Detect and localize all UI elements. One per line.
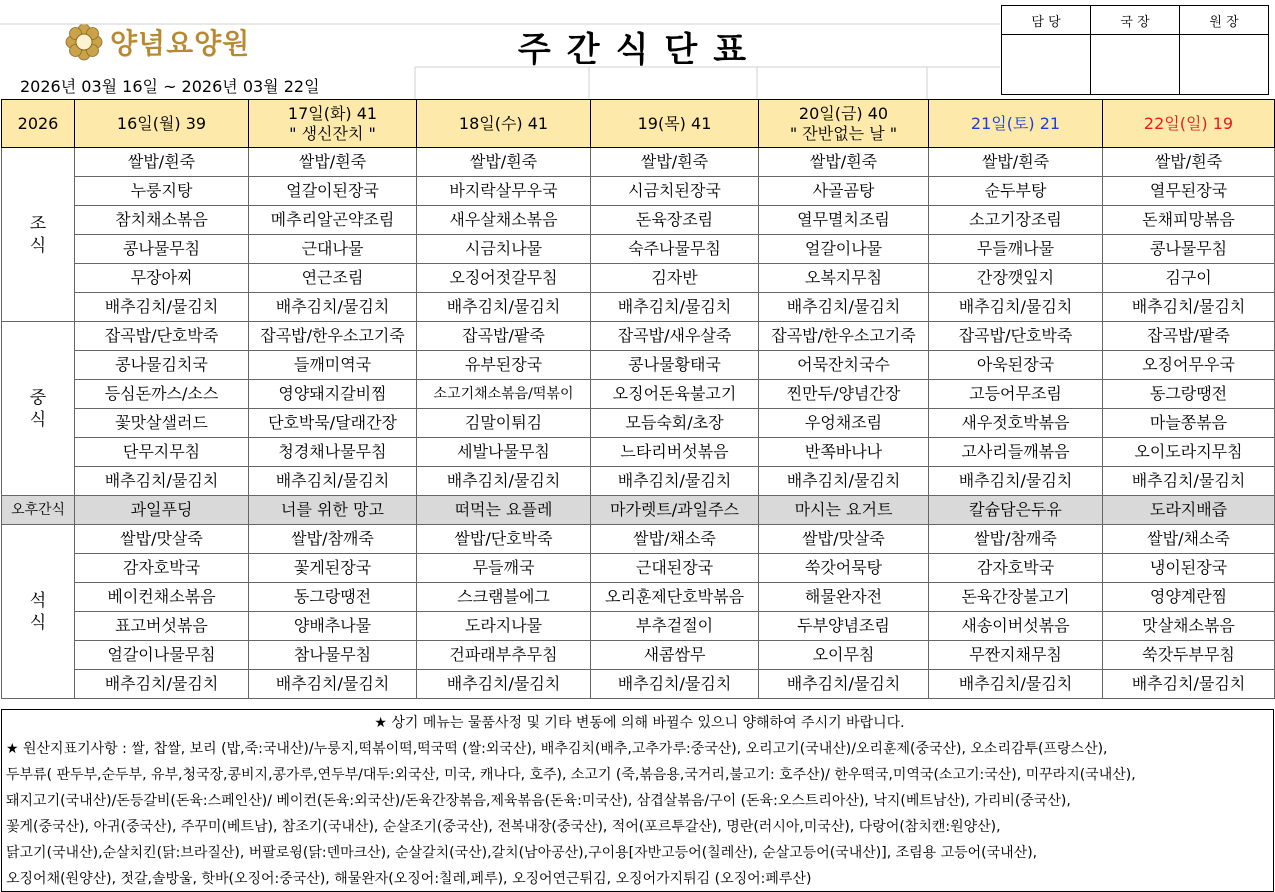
menu-item: 돈육장조림	[591, 206, 759, 235]
menu-item: 쌀밥/흰죽	[417, 148, 591, 177]
menu-item: 새우살채소볶음	[417, 206, 591, 235]
day-header	[417, 100, 591, 148]
menu-item: 반쪽바나나	[759, 438, 929, 467]
menu-item: 근대된장국	[591, 554, 759, 583]
menu-item: 열무된장국	[1103, 177, 1275, 206]
snack-item: 도라지배즙	[1103, 496, 1275, 525]
menu-item: 쌀밥/채소죽	[591, 525, 759, 554]
menu-item: 시금치나물	[417, 235, 591, 264]
menu-item: 얼갈이나물무침	[75, 641, 249, 670]
menu-item: 쌀밥/흰죽	[249, 148, 417, 177]
menu-item: 해물완자전	[759, 583, 929, 612]
meal-label-char: 중	[29, 387, 47, 408]
menu-item: 무들깨나물	[929, 235, 1103, 264]
menu-item: 배추김치/물김치	[759, 670, 929, 699]
menu-item: 배추김치/물김치	[249, 670, 417, 699]
menu-item: 오징어돈육불고기	[591, 380, 759, 409]
day-event: " 생신잔치 "	[289, 123, 376, 143]
breakfast-row	[2, 177, 1275, 206]
origin-line: ★ 원산지표기사항 : 쌀, 찹쌀, 보리 (밥,죽:국내산)/누룽지,떡볶이떡,떡국떡 (쌀:외국산), 배추김치(배추,고추가루:중국산), 오리고기(국내산)/오리훈제(중국산), 오소리감투(프랑스산),	[6, 741, 1108, 757]
menu-item: 배추김치/물김치	[929, 670, 1103, 699]
menu-item: 잡곡밥/팥죽	[417, 322, 591, 351]
menu-item: 쑥갓두부무침	[1103, 641, 1275, 670]
day-header	[929, 100, 1103, 148]
day-header	[591, 100, 759, 148]
lunch-row	[2, 322, 1275, 351]
menu-item: 쌀밥/맛살죽	[75, 525, 249, 554]
menu-item: 쌀밥/참깨죽	[929, 525, 1103, 554]
menu-item: 영양계란찜	[1103, 583, 1275, 612]
menu-item: 꽃맛살샐러드	[75, 409, 249, 438]
breakfast-label	[2, 148, 75, 322]
menu-item: 배추김치/물김치	[591, 670, 759, 699]
origin-line: 두부류( 판두부,순두부, 유부,청국장,콩비지,콩가루,연두부/대두:외국산, 미국, 캐나다, 호주), 소고기 (죽,볶음용,국거리,불고기: 호주산)/ 한우떡국,미역국(소고기:국산), 미꾸라지(국내산),	[6, 767, 1136, 783]
approval-sign-box[interactable]	[1002, 35, 1091, 95]
menu-item: 쌀밥/맛살죽	[759, 525, 929, 554]
menu-item: 배추김치/물김치	[1103, 670, 1275, 699]
menu-item: 쑥갓어묵탕	[759, 554, 929, 583]
menu-item: 참치채소볶음	[75, 206, 249, 235]
menu-item: 잡곡밥/한우소고기죽	[249, 322, 417, 351]
menu-item: 감자호박국	[75, 554, 249, 583]
day-header-row	[2, 100, 1275, 148]
dinner-label	[2, 525, 75, 699]
snack-item: 과일푸딩	[75, 496, 249, 525]
menu-item: 배추김치/물김치	[591, 467, 759, 496]
menu-item: 참나물무침	[249, 641, 417, 670]
snack-label: 오후간식	[2, 496, 75, 525]
menu-item: 순두부탕	[929, 177, 1103, 206]
menu-item: 오징어젓갈무침	[417, 264, 591, 293]
menu-item: 느타리버섯볶음	[591, 438, 759, 467]
menu-item: 쌀밥/흰죽	[75, 148, 249, 177]
lunch-row	[2, 351, 1275, 380]
menu-item: 연근조림	[249, 264, 417, 293]
menu-item: 스크램블에그	[417, 583, 591, 612]
lunch-row	[2, 467, 1275, 496]
notice-line: ★ 상기 메뉴는 물품사정 및 기타 변동에 의해 바뀔수 있으니 양해하여 주시기 바랍니다.	[374, 715, 905, 731]
snack-item: 떠먹는 요플레	[417, 496, 591, 525]
menu-item: 배추김치/물김치	[759, 467, 929, 496]
menu-item: 오이무침	[759, 641, 929, 670]
menu-item: 무들깨국	[417, 554, 591, 583]
menu-item: 오징어무우국	[1103, 351, 1275, 380]
dinner-row	[2, 554, 1275, 583]
menu-item: 배추김치/물김치	[1103, 293, 1275, 322]
menu-item: 부추겉절이	[591, 612, 759, 641]
lunch-label	[2, 322, 75, 496]
day-header	[1103, 100, 1275, 148]
weekly-menu-table	[1, 99, 1275, 699]
breakfast-row	[2, 148, 1275, 177]
menu-item: 찐만두/양념간장	[759, 380, 929, 409]
snack-item: 마가렛트/과일주스	[591, 496, 759, 525]
menu-item: 배추김치/물김치	[75, 293, 249, 322]
menu-item: 콩나물무침	[1103, 235, 1275, 264]
menu-item: 새콤쌈무	[591, 641, 759, 670]
menu-item: 콩나물무침	[75, 235, 249, 264]
day-date: 21일(토) 21	[970, 113, 1061, 133]
menu-item: 단무지무침	[75, 438, 249, 467]
approval-label: 담 당	[1002, 6, 1091, 35]
origin-line: 돼지고기(국내산)/돈등갈비(돈육:스페인산)/ 베이컨(돈육:외국산)/돈육간장볶음,제육볶음(돈육:미국산), 삼겹살볶음/구이 (돈육:오스트리아산), 낙지(베트남산), 가리비(중국산),	[6, 793, 1071, 809]
day-header	[249, 100, 417, 148]
year-cell: 2026	[2, 100, 75, 148]
menu-item: 꽃게된장국	[249, 554, 417, 583]
snack-row	[2, 496, 1275, 525]
dinner-row	[2, 641, 1275, 670]
menu-item: 김구이	[1103, 264, 1275, 293]
menu-item: 들깨미역국	[249, 351, 417, 380]
menu-item: 숙주나물무침	[591, 235, 759, 264]
menu-item: 감자호박국	[929, 554, 1103, 583]
menu-item: 배추김치/물김치	[249, 467, 417, 496]
menu-item: 배추김치/물김치	[417, 293, 591, 322]
menu-item: 동그랑땡전	[1103, 380, 1275, 409]
menu-item: 김말이튀김	[417, 409, 591, 438]
menu-item: 베이컨채소볶음	[75, 583, 249, 612]
meal-label-char: 조	[29, 213, 47, 234]
snack-item: 마시는 요거트	[759, 496, 929, 525]
menu-item: 오리훈제단호박볶음	[591, 583, 759, 612]
menu-item: 돈채피망볶음	[1103, 206, 1275, 235]
meal-label-char: 식	[29, 409, 47, 430]
flower-emblem-icon	[64, 22, 104, 62]
menu-item: 콩나물황태국	[591, 351, 759, 380]
approval-box	[1001, 5, 1269, 95]
lunch-row	[2, 438, 1275, 467]
menu-item: 소고기장조림	[929, 206, 1103, 235]
menu-item: 등심돈까스/소스	[75, 380, 249, 409]
menu-item: 사골곰탕	[759, 177, 929, 206]
menu-item: 도라지나물	[417, 612, 591, 641]
menu-item: 쌀밥/흰죽	[759, 148, 929, 177]
day-header	[759, 100, 929, 148]
approval-sign-box[interactable]	[1091, 35, 1180, 95]
menu-item: 잡곡밥/단호박죽	[75, 322, 249, 351]
menu-item: 콩나물김치국	[75, 351, 249, 380]
lunch-row	[2, 409, 1275, 438]
menu-item: 잡곡밥/새우살죽	[591, 322, 759, 351]
menu-item: 새우젓호박볶음	[929, 409, 1103, 438]
menu-item: 배추김치/물김치	[929, 293, 1103, 322]
menu-item: 김자반	[591, 264, 759, 293]
menu-item: 얼갈이나물	[759, 235, 929, 264]
menu-item: 유부된장국	[417, 351, 591, 380]
menu-item: 표고버섯볶음	[75, 612, 249, 641]
menu-item: 소고기채소볶음/떡볶이	[417, 380, 591, 409]
menu-item: 시금치된장국	[591, 177, 759, 206]
menu-item: 쌀밥/흰죽	[591, 148, 759, 177]
day-date: 17일(화) 41	[287, 103, 378, 123]
day-date: 16일(월) 39	[116, 113, 207, 133]
origin-line: 오징어채(원양산), 젓갈,솔방울, 핫바(오징어:중국산), 해물완자(오징어:칠레,페루), 오징어연근튀김, 오징어가지튀김 (오징어:페루산)	[6, 871, 812, 887]
dinner-row	[2, 525, 1275, 554]
day-event: " 잔반없는 날 "	[789, 123, 898, 143]
menu-item: 무짠지채무침	[929, 641, 1103, 670]
menu-item: 맛살채소볶음	[1103, 612, 1275, 641]
menu-item: 쌀밥/흰죽	[1103, 148, 1275, 177]
menu-item: 배추김치/물김치	[75, 467, 249, 496]
menu-item: 잡곡밥/한우소고기죽	[759, 322, 929, 351]
origin-line: 닭고기(국내산),순살치킨(닭:브라질산), 버팔로윙(닭:덴마크산), 순살갈치(국산),갈치(남아공산),구이용[자반고등어(칠레산), 순살고등어(국내산)], 조림용 고등어(국내산),	[6, 845, 1038, 861]
approval-label: 원 장	[1180, 6, 1269, 35]
menu-item: 배추김치/물김치	[417, 467, 591, 496]
meal-label-char: 식	[29, 235, 47, 256]
menu-item: 오복지무침	[759, 264, 929, 293]
dinner-row	[2, 670, 1275, 699]
menu-item: 얼갈이된장국	[249, 177, 417, 206]
menu-item: 무장아찌	[75, 264, 249, 293]
menu-item: 두부양념조림	[759, 612, 929, 641]
menu-item: 오이도라지무침	[1103, 438, 1275, 467]
menu-item: 단호박묵/달래간장	[249, 409, 417, 438]
menu-item: 청경채나물무침	[249, 438, 417, 467]
breakfast-row	[2, 235, 1275, 264]
menu-item: 새송이버섯볶음	[929, 612, 1103, 641]
logo	[64, 22, 250, 62]
menu-item: 마늘쫑볶음	[1103, 409, 1275, 438]
day-date: 22일(일) 19	[1143, 113, 1234, 133]
menu-item: 배추김치/물김치	[929, 467, 1103, 496]
menu-item: 배추김치/물김치	[1103, 467, 1275, 496]
breakfast-row	[2, 293, 1275, 322]
menu-item: 아욱된장국	[929, 351, 1103, 380]
menu-item: 고등어무조림	[929, 380, 1103, 409]
dinner-row	[2, 612, 1275, 641]
menu-item: 메추리알곤약조림	[249, 206, 417, 235]
approval-sign-box[interactable]	[1180, 35, 1269, 95]
lunch-row	[2, 380, 1275, 409]
menu-item: 배추김치/물김치	[591, 293, 759, 322]
page-title: 주간식단표	[517, 30, 763, 70]
menu-item: 쌀밥/채소죽	[1103, 525, 1275, 554]
menu-item: 세발나물무침	[417, 438, 591, 467]
day-date: 19(목) 41	[637, 113, 712, 133]
menu-item: 배추김치/물김치	[759, 293, 929, 322]
menu-item: 냉이된장국	[1103, 554, 1275, 583]
menu-item: 잡곡밥/팥죽	[1103, 322, 1275, 351]
date-range: 2026년 03월 16일 ~ 2026년 03월 22일	[20, 77, 320, 96]
menu-item: 양배추나물	[249, 612, 417, 641]
menu-item: 누룽지탕	[75, 177, 249, 206]
snack-item: 칼슘담은두유	[929, 496, 1103, 525]
menu-item: 배추김치/물김치	[417, 670, 591, 699]
menu-item: 동그랑땡전	[249, 583, 417, 612]
breakfast-row	[2, 206, 1275, 235]
menu-item: 돈육간장불고기	[929, 583, 1103, 612]
menu-item: 배추김치/물김치	[75, 670, 249, 699]
notes-box	[1, 709, 1274, 892]
menu-item: 어묵잔치국수	[759, 351, 929, 380]
menu-item: 모듬숙회/초장	[591, 409, 759, 438]
menu-item: 영양돼지갈비찜	[249, 380, 417, 409]
menu-item: 건파래부추무침	[417, 641, 591, 670]
menu-item: 쌀밥/단호박죽	[417, 525, 591, 554]
meal-label-char: 식	[29, 612, 47, 633]
day-date: 20일(금) 40	[798, 103, 889, 123]
origin-line: 꽃게(중국산), 아귀(중국산), 주꾸미(베트남), 참조기(국내산), 순살조기(중국산), 전복내장(중국산), 적어(포르투갈산), 명란(러시아,미국산), 다랑어(참치캔:원양산),	[6, 819, 1001, 835]
logo-text: 양념요양원	[110, 27, 251, 60]
menu-item: 바지락살무우국	[417, 177, 591, 206]
menu-item: 근대나물	[249, 235, 417, 264]
menu-item: 쌀밥/참깨죽	[249, 525, 417, 554]
menu-item: 잡곡밥/단호박죽	[929, 322, 1103, 351]
day-header	[75, 100, 249, 148]
day-date: 18일(수) 41	[458, 113, 549, 133]
breakfast-row	[2, 264, 1275, 293]
menu-item: 배추김치/물김치	[249, 293, 417, 322]
menu-item: 쌀밥/흰죽	[929, 148, 1103, 177]
menu-item: 우엉채조림	[759, 409, 929, 438]
menu-item: 열무멸치조림	[759, 206, 929, 235]
dinner-row	[2, 583, 1275, 612]
meal-label-char: 석	[29, 590, 47, 611]
menu-item: 고사리들깨볶음	[929, 438, 1103, 467]
snack-item: 너를 위한 망고	[249, 496, 417, 525]
menu-item: 간장깻잎지	[929, 264, 1103, 293]
approval-label: 국 장	[1091, 6, 1180, 35]
